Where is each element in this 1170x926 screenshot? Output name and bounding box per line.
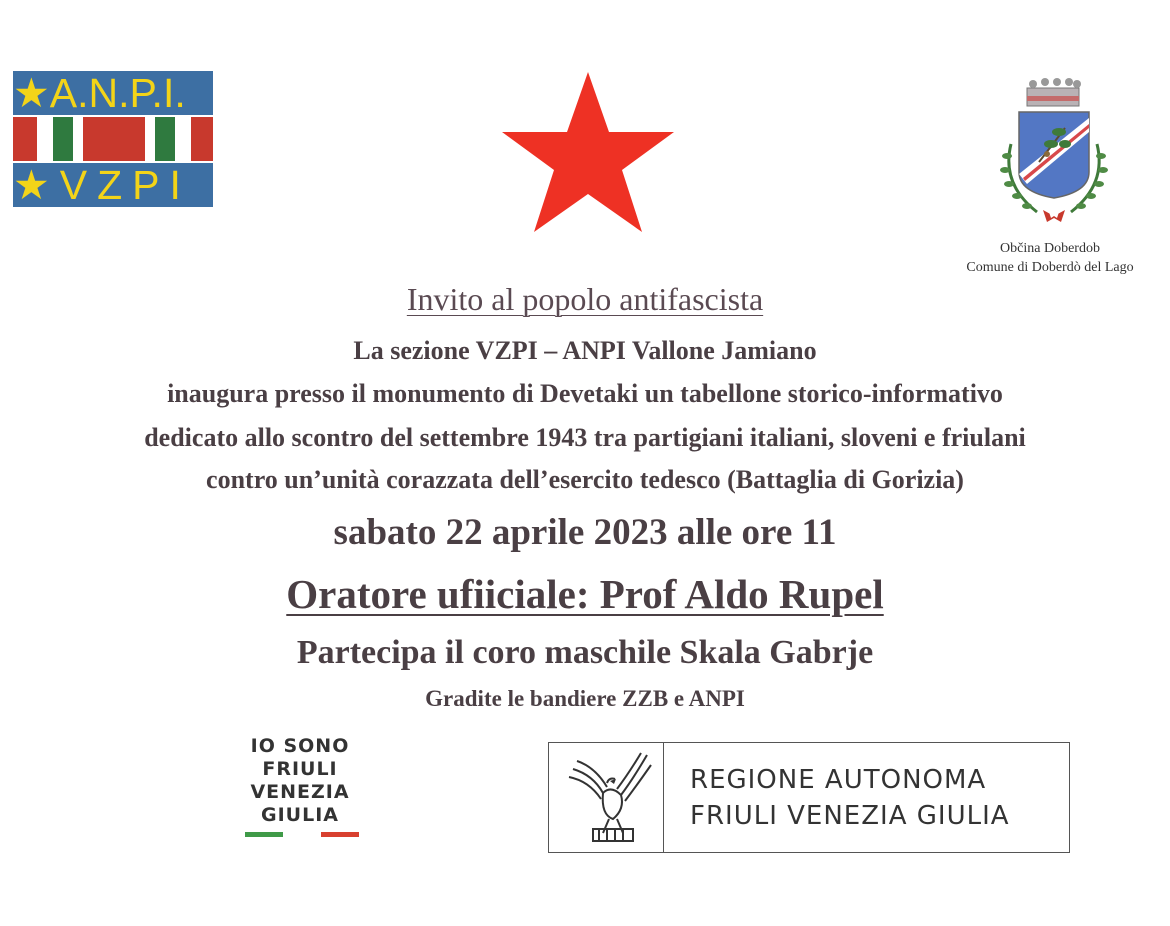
io-sono-fvg-logo	[230, 735, 370, 827]
eagle-icon	[563, 749, 653, 847]
description-line-3: contro un’unità corazzata dell’esercito tedesco (Battaglia di Gorizia)	[206, 465, 964, 494]
regione-fvg-logo	[548, 742, 1070, 853]
fvg-logo-line: IO SONO	[250, 735, 350, 757]
fvg-color-bars	[245, 832, 359, 837]
municipality-name-slovene: Občina Doberdob	[1000, 241, 1100, 256]
orator-line: Oratore ufiiciale: Prof Aldo Rupel	[286, 571, 884, 617]
red-star-icon	[498, 70, 678, 235]
fvg-logo-line: FRIULI	[262, 758, 338, 780]
anpi-vzpi-logo	[13, 71, 213, 207]
vzpi-logo-text: ★VZPI	[13, 163, 213, 207]
event-date: sabato 22 aprile 2023 alle ore 11	[333, 512, 837, 553]
anpi-logo-text: ★A.N.P.I.	[13, 71, 213, 115]
flags-line: Gradite le bandiere ZZB e ANPI	[425, 686, 745, 711]
regione-line-1: REGIONE AUTONOMA	[690, 765, 987, 795]
section-line: La sezione VZPI – ANPI Vallone Jamiano	[353, 336, 817, 365]
fvg-logo-line: VENEZIA	[250, 781, 350, 803]
description-line-2: dedicato allo scontro del settembre 1943 tra partigiani italiani, sloveni e friulani	[144, 423, 1026, 452]
description-line-1: inaugura presso il monumento di Devetaki un tabellone storico-informativo	[167, 379, 1003, 408]
choir-line: Partecipa il coro maschile Skala Gabrje	[296, 634, 874, 671]
invitation-heading: Invito al popolo antifascista	[406, 281, 764, 317]
municipality-name-italian: Comune di Doberdò del Lago	[966, 260, 1134, 275]
italian-flag-stripe	[13, 117, 213, 161]
coat-of-arms-icon	[993, 74, 1115, 239]
fvg-logo-line: GIULIA	[261, 804, 339, 826]
regione-line-2: FRIULI VENEZIA GIULIA	[690, 801, 1010, 831]
